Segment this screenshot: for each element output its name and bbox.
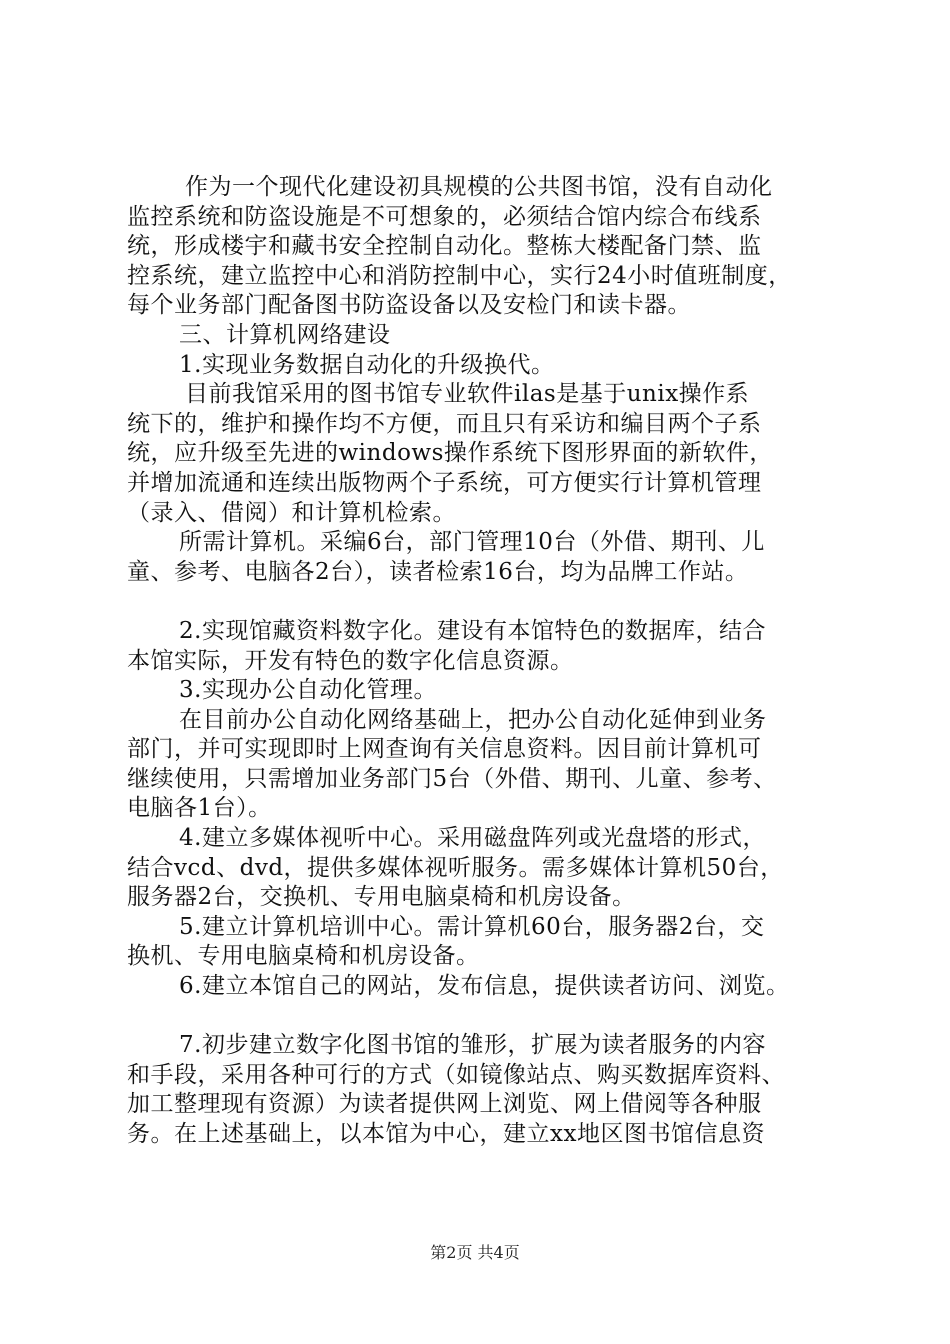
text-line: 统下的，维护和操作均不方便，而且只有采访和编目两个子系: [127, 410, 762, 437]
paragraph-gap: [127, 1002, 837, 1032]
page-footer: [0, 1240, 950, 1263]
text-line: 5.建立计算机培训中心。需计算机60台，服务器2台，交: [179, 913, 765, 940]
text-line: 结合vcd、dvd，提供多媒体视听服务。需多媒体计算机50台，: [127, 854, 784, 881]
text-line: 7.初步建立数字化图书馆的雏形，扩展为读者服务的内容: [179, 1032, 766, 1059]
text-line: 童、参考、电脑各2台），读者检索16台，均为品牌工作站。: [127, 558, 749, 585]
text-line: 换机、专用电脑桌椅和机房设备。: [127, 943, 480, 970]
text-line: 加工整理现有资源）为读者提供网上浏览、网上借阅等各种服: [127, 1091, 762, 1118]
section-heading: 三、计算机网络建设: [179, 321, 391, 348]
text-line: 统，形成楼宇和藏书安全控制自动化。整栋大楼配备门禁、监: [127, 233, 762, 260]
text-line: 本馆实际，开发有特色的数字化信息资源。: [127, 647, 574, 674]
text-line: 监控系统和防盗设施是不可想象的，必须结合馆内综合布线系: [127, 203, 762, 230]
document-body: [127, 173, 837, 1150]
text-line: 每个业务部门配备图书防盗设备以及安检门和读卡器。: [127, 292, 691, 319]
paragraph-gap: [127, 587, 837, 617]
text-line: 在目前办公自动化网络基础上，把办公自动化延伸到业务: [179, 706, 767, 733]
text-line: 2.实现馆藏资料数字化。建设有本馆特色的数据库，结合: [179, 617, 766, 644]
subsection-heading: 1.实现业务数据自动化的升级换代。: [179, 351, 555, 378]
text-line: 电脑各1台）。: [127, 795, 272, 822]
subsection-heading: 3.实现办公自动化管理。: [179, 677, 437, 704]
text-line: 务。在上述基础上，以本馆为中心，建立xx地区图书馆信息资: [127, 1121, 765, 1147]
text-line: 目前我馆采用的图书馆专业软件ilas是基于unix操作系: [185, 381, 750, 408]
text-line: 作为一个现代化建设初具规模的公共图书馆，没有自动化: [185, 174, 773, 200]
text-line: 继续使用，只需增加业务部门5台（外借、期刊、儿童、参考、: [127, 765, 777, 792]
text-line: 和手段，采用各种可行的方式（如镜像站点、购买数据库资料、: [127, 1061, 785, 1088]
text-line: 部门，并可实现即时上网查询有关信息资料。因目前计算机可: [127, 736, 762, 763]
text-line: 控系统，建立监控中心和消防控制中心，实行24小时值班制度，: [127, 262, 792, 289]
text-line: 所需计算机。采编6台，部门管理10台（外借、期刊、儿: [179, 529, 765, 556]
text-line: 6.建立本馆自己的网站，发布信息，提供读者访问、浏览。: [179, 973, 790, 1000]
text-line: 并增加流通和连续出版物两个子系统，可方便实行计算机管理: [127, 469, 762, 496]
text-line: 服务器2台，交换机、专用电脑桌椅和机房设备。: [127, 884, 636, 911]
text-line: 4.建立多媒体视听中心。采用磁盘阵列或光盘塔的形式，: [179, 825, 766, 852]
text-line: 统，应升级至先进的windows操作系统下图形界面的新软件，: [127, 440, 773, 467]
text-line: （录入、借阅）和计算机检索。: [127, 499, 456, 526]
page-number-label: 第2页 共4页: [430, 1243, 520, 1262]
